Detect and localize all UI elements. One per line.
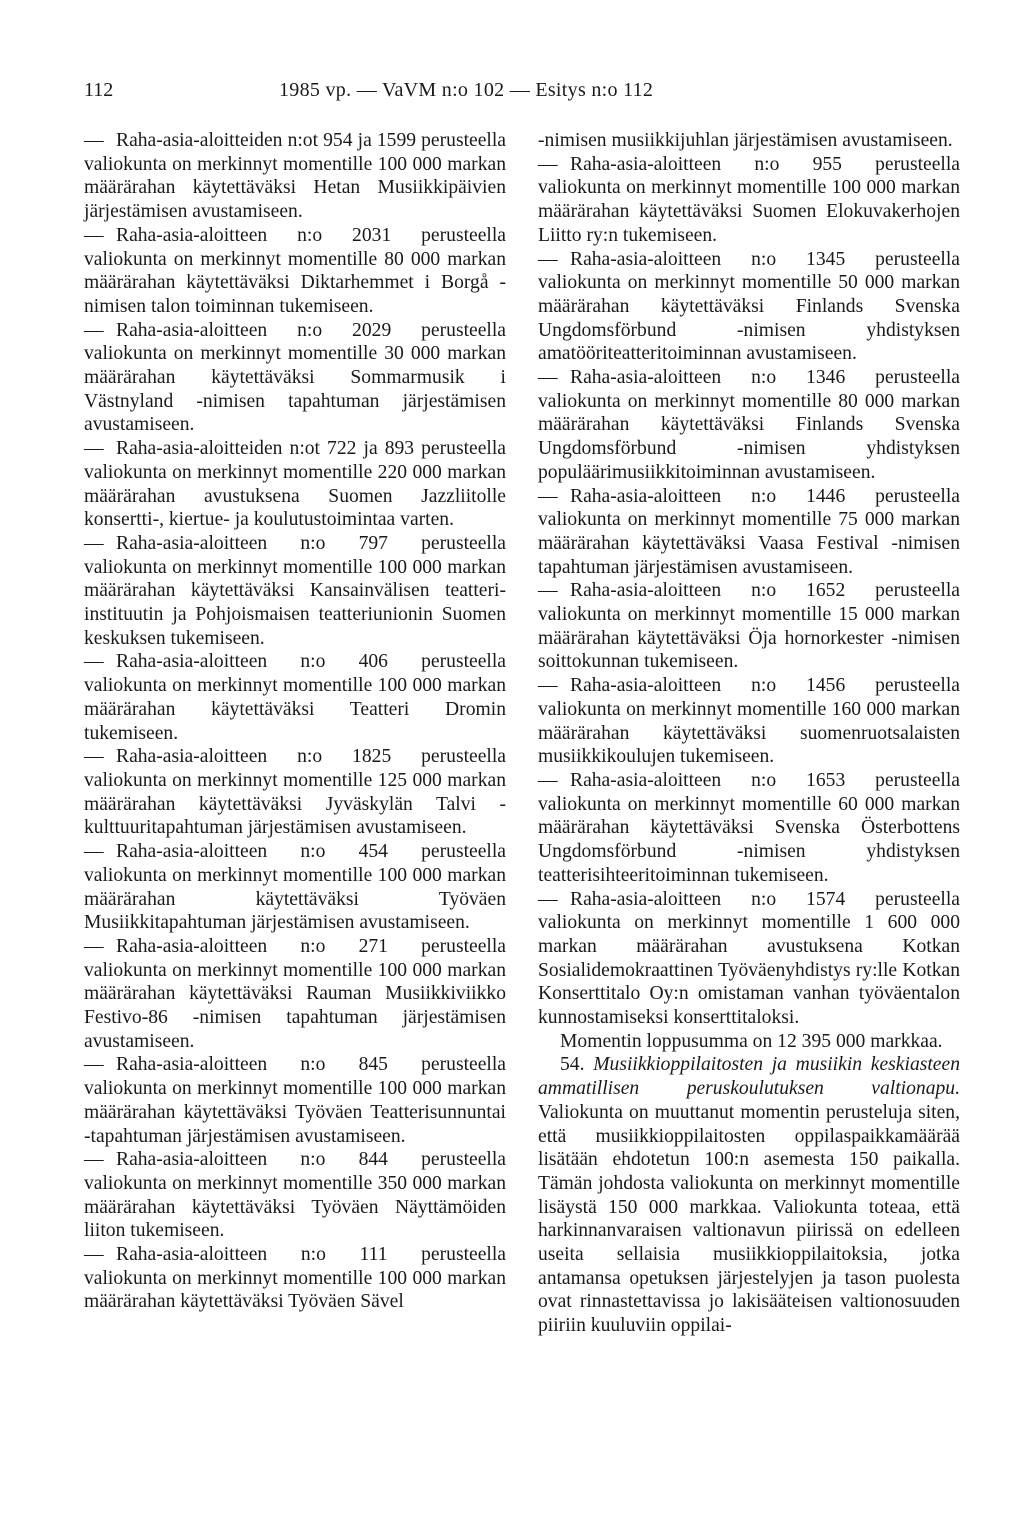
paragraph-text: Raha-asia-aloitteen n:o 955 perusteella valiokunta on merkinnyt momentille 100 000 markan määrärahan käytettäväksi Suomen Elokuvakerhojen Liitto ry:n tukemiseen. bbox=[538, 153, 960, 246]
dash: — bbox=[538, 769, 558, 791]
paragraph-text: Raha-asia-aloitteiden n:ot 954 ja 1599 perusteella valiokunta on merkinnyt momentille 100 000 markan määrärahan käytettäväksi Hetan Musiikkipäivien järjestämisen avustamiseen. bbox=[84, 130, 506, 223]
paragraph-text: Raha-asia-aloitteen n:o 1825 perusteella valiokunta on merkinnyt momentille 125 000 markan määrärahan käytettäväksi Jyväskylän Talvi -kulttuuritapahtuman järjestämisen avustamiseen. bbox=[84, 746, 506, 839]
paragraph-text: Raha-asia-aloitteen n:o 1653 perusteella valiokunta on merkinnyt momentille 60 000 markan määrärahan käytettäväksi Svenska Österbottens Ungdomsförbund -nimisen yhdistyksen teatterisihteeritoiminnan tukemiseen. bbox=[538, 769, 960, 886]
dash: — bbox=[84, 1054, 104, 1076]
paragraph bbox=[84, 224, 506, 319]
paragraph bbox=[84, 1148, 506, 1243]
paragraph bbox=[84, 935, 506, 1054]
paragraph bbox=[538, 366, 960, 485]
paragraph bbox=[84, 1053, 506, 1148]
paragraph-text: Raha-asia-aloitteen n:o 454 perusteella valiokunta on merkinnyt momentille 100 000 markan määrärahan käytettäväksi Työväen Musiikkitapahtuman järjestämisen avustamiseen. bbox=[84, 841, 506, 934]
paragraph bbox=[84, 745, 506, 840]
paragraph bbox=[538, 579, 960, 674]
dash: — bbox=[538, 248, 558, 270]
dash: — bbox=[84, 1149, 104, 1171]
dash: — bbox=[84, 1244, 104, 1266]
total-paragraph: Momentin loppusumma on 12 395 000 markkaa. bbox=[560, 1030, 943, 1052]
dash: — bbox=[538, 367, 558, 389]
left-column bbox=[84, 129, 506, 1314]
dash: — bbox=[84, 319, 104, 341]
section-body: Valiokunta on muuttanut momentin perusteluja siten, että musiikkioppilaitosten oppilaspaikkamäärää lisätään ehdotetun 100:n asemesta 150 paikalla. Tämän johdosta valiokunta on merkinnyt momentille lisäystä 150 000 markkaa. Valiokunta toteaa, että harkinnanvaraisen valtionavun piirissä on edelleen useita sellaisia musiikkioppilaitoksia, jotka antamansa opetuksen järjestelyjen ja tason puolesta ovat rinnastettavissa jo lakisääteisen valtionosuuden piiriin kuuluviin oppilai- bbox=[538, 1101, 960, 1337]
paragraph-text: Raha-asia-aloitteen n:o 1346 perusteella valiokunta on merkinnyt momentille 80 000 markan määrärahan käytettäväksi Finlands Svenska Ungdomsförbund -nimisen yhdistyksen populäärimusiikkitoiminnan avustamiseen. bbox=[538, 367, 960, 483]
paragraph bbox=[84, 1243, 506, 1314]
paragraph bbox=[84, 129, 506, 224]
paragraph bbox=[538, 248, 960, 367]
dash: — bbox=[538, 153, 558, 175]
section-title: Musiikkioppilaitosten ja musiikin keskiasteen ammatillisen peruskoulutuksen valtionapu. bbox=[538, 1054, 960, 1100]
dash: — bbox=[84, 130, 104, 151]
dash: — bbox=[84, 841, 104, 863]
paragraph-text: Raha-asia-aloitteen n:o 1652 perusteella valiokunta on merkinnyt momentille 15 000 markan määrärahan käytettäväksi Öja hornorkester -nimisen soittokunnan tukemiseen. bbox=[538, 580, 960, 673]
paragraph-text: Raha-asia-aloitteen n:o 1345 perusteella valiokunta on merkinnyt momentille 50 000 markan määrärahan käytettäväksi Finlands Svenska Ungdomsförbund -nimisen yhdistyksen amatööriteatteritoiminnan avustamiseen. bbox=[538, 248, 960, 365]
paragraph-text: Raha-asia-aloitteen n:o 797 perusteella valiokunta on merkinnyt momentille 100 000 markan määrärahan käytettäväksi Kansainvälisen teatteri-instituutin ja Pohjoismaisen teatteriunionin Suomen keskuksen tukemiseen. bbox=[84, 532, 506, 649]
paragraph-text: Raha-asia-aloitteen n:o 2031 perusteella valiokunta on merkinnyt momentille 80 000 markan määrärahan käytettäväksi Diktarhemmet i Borgå -nimisen talon toiminnan tukemiseen. bbox=[84, 224, 506, 317]
continuation-paragraph: -nimisen musiikkijuhlan järjestämisen avustamiseen. bbox=[538, 130, 953, 151]
paragraph bbox=[538, 485, 960, 580]
paragraph-text: Raha-asia-aloitteen n:o 845 perusteella valiokunta on merkinnyt momentille 100 000 markan määrärahan käytettäväksi Työväen Teatterisunnuntai -tapahtuman järjestämisen avustamiseen. bbox=[84, 1054, 506, 1147]
page-header bbox=[84, 76, 944, 104]
running-title: 1985 vp. — VaVM n:o 102 — Esitys n:o 112 bbox=[279, 79, 654, 101]
paragraph bbox=[538, 153, 960, 248]
dash: — bbox=[538, 888, 558, 910]
paragraph bbox=[84, 319, 506, 438]
paragraph bbox=[538, 769, 960, 888]
paragraph-text: Raha-asia-aloitteen n:o 1574 perusteella valiokunta on merkinnyt momentille 1 600 000 markan määrärahan avustuksena Kotkan Sosialidemokraattinen Työväenyhdistys ry:lle Kotkan Konserttitalo Oy:n omistaman vanhan työväentalon kunnostamiseksi konserttitaloksi. bbox=[538, 888, 960, 1029]
dash: — bbox=[84, 651, 104, 673]
paragraph-text: Raha-asia-aloitteen n:o 1456 perusteella valiokunta on merkinnyt momentille 160 000 markan määrärahan käytettäväksi suomenruotsalaisten musiikkikoulujen tukemiseen. bbox=[538, 675, 960, 768]
dash: — bbox=[84, 746, 104, 768]
paragraph-text: Raha-asia-aloitteen n:o 844 perusteella valiokunta on merkinnyt momentille 350 000 markan määrärahan käytettäväksi Työväen Näyttämöiden liiton tukemiseen. bbox=[84, 1149, 506, 1242]
dash: — bbox=[84, 224, 104, 246]
paragraph bbox=[84, 532, 506, 651]
dash: — bbox=[84, 438, 104, 460]
paragraph-text: Raha-asia-aloitteen n:o 1446 perusteella valiokunta on merkinnyt momentille 75 000 markan määrärahan käytettäväksi Vaasa Festival -nimisen tapahtuman järjestämisen avustamiseen. bbox=[538, 485, 960, 578]
paragraph-text: Raha-asia-aloitteen n:o 2029 perusteella valiokunta on merkinnyt momentille 30 000 markan määrärahan käytettäväksi Sommarmusik i Västnyland -nimisen tapahtuman järjestämisen avustamiseen. bbox=[84, 319, 506, 436]
paragraph-text: Raha-asia-aloitteiden n:ot 722 ja 893 perusteella valiokunta on merkinnyt momentille 220 000 markan määrärahan avustuksena Suomen Jazzliitolle konsertti-, kiertue- ja koulutustoimintaa varten. bbox=[84, 438, 506, 531]
paragraph bbox=[84, 650, 506, 745]
right-column bbox=[538, 129, 960, 1338]
dash: — bbox=[84, 532, 104, 554]
page-number: 112 bbox=[84, 79, 114, 101]
section-number: 54. bbox=[560, 1054, 585, 1076]
paragraph-text: Raha-asia-aloitteen n:o 271 perusteella valiokunta on merkinnyt momentille 100 000 markan määrärahan käytettäväksi Rauman Musiikkiviikko Festivo-86 -nimisen tapahtuman järjestämisen avustamiseen. bbox=[84, 935, 506, 1052]
dash: — bbox=[538, 485, 558, 507]
paragraph-text: Raha-asia-aloitteen n:o 406 perusteella valiokunta on merkinnyt momentille 100 000 markan määrärahan käytettäväksi Teatteri Dromin tukemiseen. bbox=[84, 651, 506, 744]
paragraph bbox=[84, 840, 506, 935]
paragraph bbox=[538, 674, 960, 769]
paragraph bbox=[538, 888, 960, 1030]
dash: — bbox=[538, 675, 558, 697]
paragraph bbox=[84, 437, 506, 532]
dash: — bbox=[84, 935, 104, 957]
section-paragraph bbox=[538, 1053, 960, 1337]
paragraph-text: Raha-asia-aloitteen n:o 111 perusteella valiokunta on merkinnyt momentille 100 000 markan määrärahan käytettäväksi Työväen Sävel bbox=[84, 1244, 506, 1313]
dash: — bbox=[538, 580, 558, 602]
